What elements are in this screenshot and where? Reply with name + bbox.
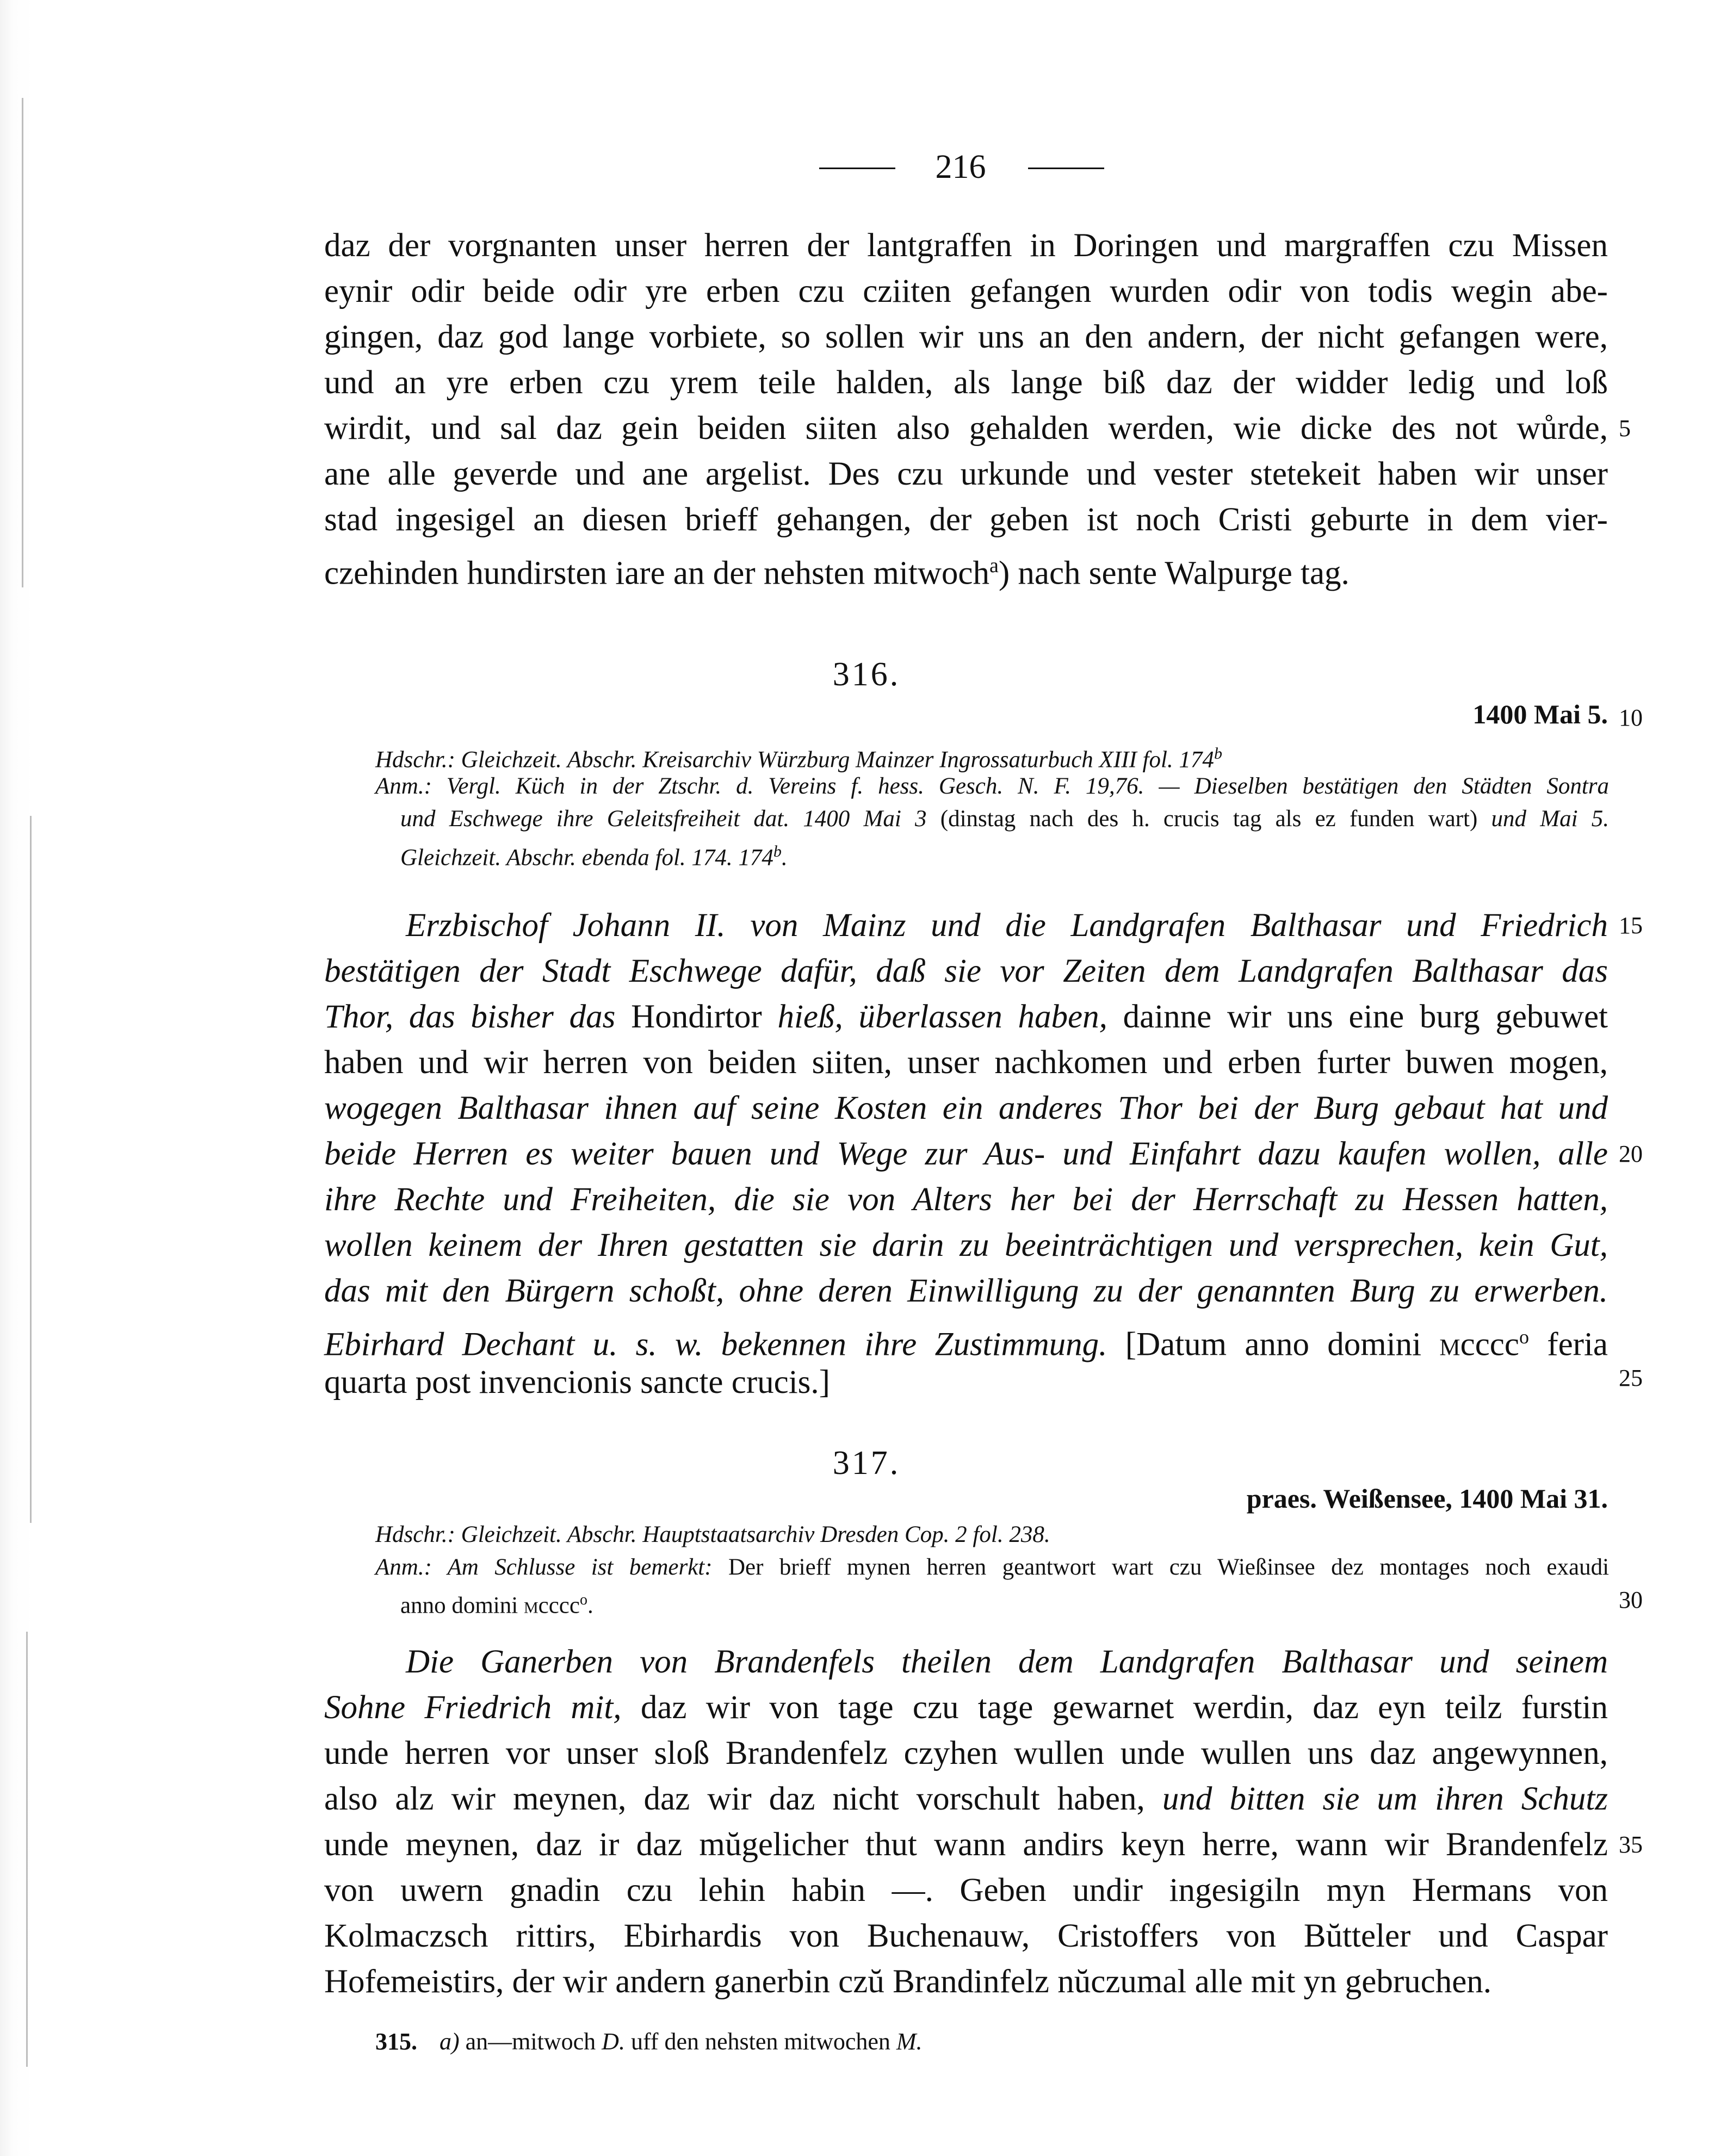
text-line: Hofemeistirs, der wir andern ganerbin czŭ Brandinfelz nŭczumal alle mit yn gebruchen. [324,1963,1492,2000]
line-number: 25 [1619,1365,1643,1391]
scan-edge-mark [26,1632,28,2067]
document-date-316: 1400 Mai 5. [1472,699,1608,729]
apparatus-text: Am Schlusse ist bemerkt: [447,1554,713,1580]
text-line: quarta post invencionis sancte crucis.] [324,1364,830,1401]
text-line: daz der vorgnanten unser herren der lantgraffen in Doringen und margraffen czu Missen [324,227,1608,264]
text-line: Kolmaczsch rittirs, Ebirhardis von Buchenauw, Cristoffers von Bŭtteler und Caspar [324,1918,1608,1954]
apparatus-line [375,803,1609,835]
scan-binding-edge [0,0,49,2156]
doc-317-regest [324,1639,1608,2005]
apparatus-label: Anm.: [375,773,432,799]
apparatus-text: und Mai 5. [1491,806,1610,832]
quoted-text: daz wir von tage czu tage gewarnet werdin, daz eyn teilz furstin [640,1689,1608,1726]
apparatus-line [375,835,1609,871]
text-line [324,1685,1608,1731]
apparatus-text: Gleichzeit. Abschr. ebenda fol. 174. 174 [400,845,773,871]
apparatus-sup: b [773,842,782,860]
header-rule-left [819,168,895,169]
text-line [324,1223,1608,1268]
footnote-siglum: D. [602,2028,625,2055]
text-line: stad ingesigel an diesen brieff gehangen, der geben ist noch Cristi geburte in dem vier- [324,501,1608,538]
apparatus-label: Anm.: [375,1554,432,1580]
text-line: wirdit, und sal daz gein beiden siiten also gehalden werden, wie dicke des not wůrde, [324,410,1608,447]
regest-text: hieß, überlassen haben, [777,999,1107,1035]
footnote-text: uff den nehsten mitwochen [630,2028,890,2055]
text-line [324,1268,1608,1314]
text-line [324,994,1608,1040]
quoted-text: Hondirtor [631,999,762,1035]
text-line: eynir odir beide odir yre erben czu cziiten gefangen wurden odir von todis wegin abe- [324,273,1608,309]
text-line [324,1177,1608,1223]
text-line: unde herren vor unser sloß Brandenfelz czyhen wullen unde wullen uns daz angewynnen, [324,1735,1608,1771]
apparatus-quote: anno domini [400,1593,518,1619]
footnote [375,2025,923,2058]
document-date-317: praes. Weißensee, 1400 Mai 31. [1246,1483,1608,1514]
text-line: gingen, daz god lange vorbiete, so sollen wir uns an den andern, der nicht gefangen were, [324,319,1608,355]
apparatus-316 [375,738,1610,871]
regest-text: das mit den Bürgern schoßt, ohne deren Einwilligung zu der genannten Burg zu erwerben. [324,1273,1608,1309]
text-line [324,1131,1608,1177]
page-header [0,148,1733,186]
apparatus-text: Gleichzeit. Abschr. Kreisarchiv Würzburg Mainzer Ingrossaturbuch XIII fol. 174 [461,747,1214,773]
apparatus-label: Hdschr.: [375,1522,455,1547]
quoted-text: dainne wir uns eine burg gebuwet [1123,999,1608,1035]
apparatus-quote: m [523,1593,539,1619]
text-line [324,1639,1608,1685]
apparatus-label: Hdschr.: [375,747,455,773]
apparatus-text: Vergl. Küch in der Ztschr. d. Vereins f. hess. Gesch. N. F. 19,76. — Dieselben bestätigen den Städten Sontra [446,773,1610,799]
apparatus-line [375,738,1609,773]
quoted-text: [Datum anno domini [1125,1326,1422,1363]
apparatus-quote: cccc [538,1593,580,1619]
regest-text: wogegen Balthasar ihnen auf seine Kosten ein anderes Thor bei der Burg gebaut hat und [324,1090,1608,1126]
line-number: 15 [1619,912,1643,939]
apparatus-quote: . [587,1593,593,1619]
quoted-text: feria [1547,1326,1608,1363]
text-line: unde meynen, daz ir daz mŭgelicher thut wann andirs keyn herre, wann wir Brandenfelz [324,1826,1608,1863]
text-fragment: czehinden hundirsten iare an der nehsten mitwoch [324,555,989,592]
line-number: 10 [1619,704,1643,731]
superscript: o [1519,1326,1529,1348]
text-line: ane alle geverde und ane argelist. Des czu urkunde und vester stetekeit haben wir unser [324,456,1608,492]
regest-text: Ebirhard Dechant u. s. w. bekennen ihre Zustimmung. [324,1326,1107,1363]
quoted-text: cccc [1460,1326,1519,1363]
regest-text: Thor, das bisher das [324,999,616,1035]
header-rule-right [1028,168,1104,169]
footnote-number: 315. [375,2028,417,2055]
regest-text: Die Ganerben von Brandenfels theilen dem Landgrafen Balthasar und seinem [406,1644,1608,1680]
text-line [324,903,1608,949]
regest-text: Sohne Friedrich mit, [324,1689,622,1726]
regest-text: und bitten sie um ihren Schutz [1162,1781,1608,1817]
document-number-316: 316. [832,656,901,693]
regest-text: beide Herren es weiter bauen und Wege zur Aus- und Einfahrt dazu kaufen wollen, alle [324,1136,1608,1172]
text-line [324,1776,1608,1822]
text-line [324,1314,1608,1363]
apparatus-quote: (dinstag nach des h. crucis tag als ez funden wart) [940,806,1478,832]
line-number: 20 [1619,1141,1643,1167]
regest-text: ihre Rechte und Freiheiten, die sie von Alters her bei der Herrschaft zu Hessen hatten, [324,1181,1608,1218]
text-line [324,1086,1608,1131]
line-number: 35 [1619,1831,1643,1858]
text-line: haben und wir herren von beiden siiten, unser nachkomen und erben furter buwen mogen, [324,1044,1608,1081]
regest-text: wollen keinem der Ihren gestatten sie darin zu beeinträchtigen und versprechen, kein Gut, [324,1227,1608,1263]
regest-text: bestätigen der Stadt Eschwege dafür, daß sie vor Zeiten dem Landgrafen Balthasar das [324,953,1608,989]
page-number: 216 [935,148,986,185]
footnote-marker: a [989,554,999,577]
text-line: von uwern gnadin czu lehin habin —. Geben undir ingesigiln myn Hermans von [324,1872,1608,1909]
apparatus-line [375,1519,1609,1551]
text-line: und an yre erben czu yrem teile halden, als lange biß daz der widder ledig und loß [324,364,1608,401]
line-number: 5 [1619,415,1631,442]
text-line [324,543,1608,592]
footnote-marker: a) [440,2028,460,2055]
apparatus-text: . [781,845,788,871]
apparatus-line [375,1551,1609,1584]
footnote-siglum: M. [896,2028,923,2055]
regest-text: Erzbischof Johann II. von Mainz und die Landgrafen Balthasar und Friedrich [406,907,1608,944]
text-fragment: ) nach sente Walpurge tag. [998,555,1350,592]
scan-edge-mark [30,816,32,1523]
apparatus-text: Gleichzeit. Abschr. Hauptstaatsarchiv Dresden Cop. 2 fol. 238. [461,1522,1050,1547]
text-line [324,949,1608,994]
doc-316-regest [324,903,1608,1405]
quoted-text: also alz wir meynen, daz wir daz nicht vorschult haben, [324,1781,1145,1817]
apparatus-line [375,770,1609,803]
apparatus-text: und Eschwege ihre Geleitsfreiheit dat. 1400 Mai 3 [400,806,927,832]
superscript: o [579,1591,587,1608]
quoted-text: m [1439,1326,1460,1363]
document-number-317: 317. [832,1445,901,1482]
apparatus-sup: b [1214,745,1222,763]
line-number: 30 [1619,1587,1643,1613]
apparatus-line [375,1584,1609,1619]
apparatus-quote: Der brieff mynen herren geantwort wart czu Wießinsee dez montages noch exaudi [728,1554,1610,1580]
footnote-text: an—mitwoch [465,2028,596,2055]
doc-315-text [324,223,1608,592]
apparatus-317 [375,1519,1610,1619]
